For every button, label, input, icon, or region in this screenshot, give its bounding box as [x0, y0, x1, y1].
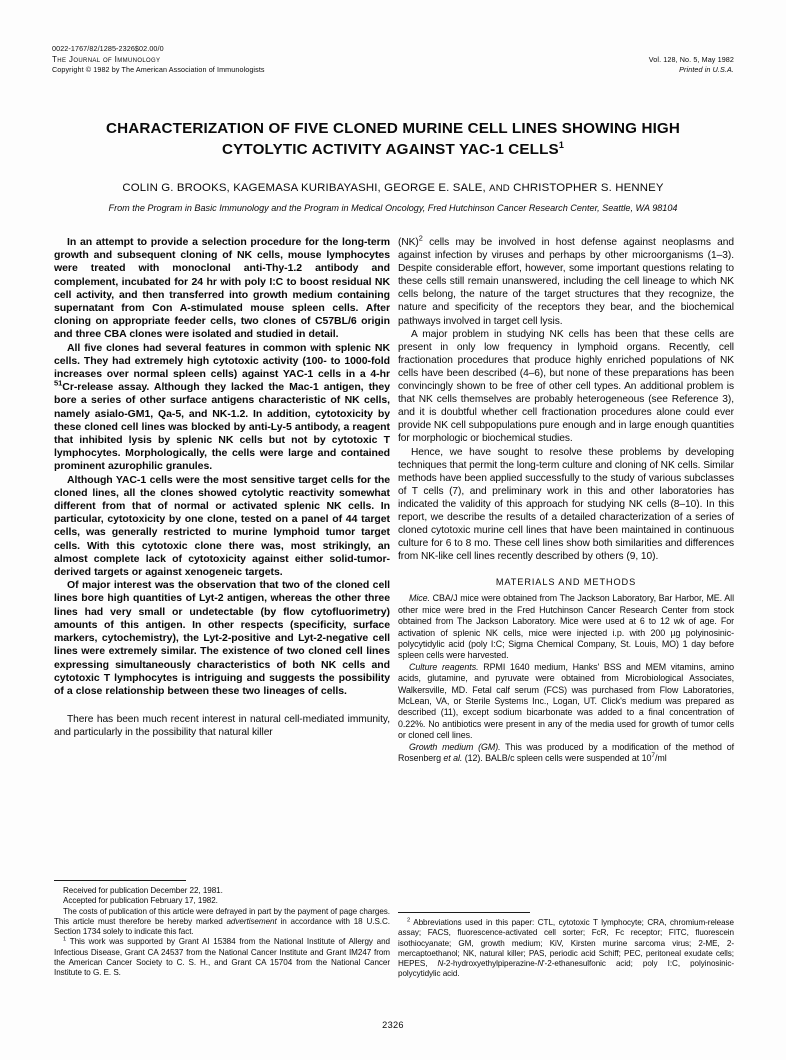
- intro-paragraph-continued: [398, 233, 734, 328]
- grant-footnote-text: This work was supported by Grant AI 15384 from the National Institute of Allergy and Infectious Disease, Grant CA 24537 from the National Cancer Institute and Grant IM247 from the American Cancer Society to C. S. H., and Grant CA 15704 from the National Cancer Institute to G. E. S.: [54, 937, 390, 978]
- masthead-right: [649, 44, 734, 76]
- article-title-line-1: CHARACTERIZATION OF FIVE CLONED MURINE CELL LINES SHOWING HIGH: [105, 120, 681, 137]
- page-title: [58, 118, 728, 160]
- nk-footnote-marker: 2: [418, 233, 423, 243]
- intro-paragraph-3: Hence, we have sought to resolve these problems by developing techniques that permit the long-term culture and cloning of NK cells. Similar methods have been applied successfully to the study of various subclasses of T cells (7), and preliminary work in this and other laboratories has indicated the validity of this approach for studying NK cells (8–10). In this report, we describe the results of a detailed characterization of a series of cloned cytotoxic murine cell lines that have been maintained in continuous culture for 6 to 8 mo. These cell lines show both similarities and differences from NK-like cell lines recently described by others (9, 10).: [398, 446, 734, 563]
- right-column: [398, 233, 734, 764]
- masthead-left: [52, 44, 265, 76]
- footnote-page-charges: [54, 907, 390, 938]
- left-footnotes: [54, 880, 390, 979]
- title-block: [58, 118, 728, 160]
- journal-name: The Journal of Immunology: [52, 54, 161, 64]
- abstract-paragraph: Although YAC-1 cells were the most sensitive target cells for the cloned lines, all the clones showed cytolytic reactivity somewhat different from that of normal or activated splenic NK cells. In particular, cytotoxicity by one clone, tested on a panel of 44 target cells, was generally restricted to murine lymphoid tumor target cells. With this cytotoxic clone there was, most strikingly, an almost complete lack of cytotoxicity against either solid-tumor-derived targets or against xenogeneic targets.: [54, 473, 390, 579]
- abbrev-text-3: '-2-ethanesulfonic acid; poly I:C, polyinosinic-polycytidylic acid.: [398, 959, 734, 979]
- methods-term: Growth medium (GM).: [409, 741, 501, 752]
- abstract-paragraph: Of major interest was the observation that two of the cloned cell lines bore high quantities of Lyt-2 antigen, whereas the other three lines had very small or undetectable (by flow cytofluorimetry) amounts of this antigen. In other respects (specificity, surface markers, cytochemistry), the Lyt-2-positive and Lyt-2-negative cell lines were extremely similar. The existence of two cloned cell lines expressing simultaneously characteristics of both NK cells and cytotoxic T lymphocytes is intriguing and suggests the possibility of a close relationship between these two lineages of cells.: [54, 579, 390, 697]
- abbrev-text-1: Abbreviations used in this paper: CTL, cytotoxic T lymphocyte; CRA, chromium-release assay; FACS, fluorescence-activated cell sorter; FcR, Fc receptor; FITC, fluorescein isothiocyanate; GM, growth medium; KiV, Kirsten murine sarcoma virus; 2-ME, 2-mercaptoethanol; NK, natural killer; PAS, periodic acid Schiff; PEC, peritoneal exudate cells; HEPES,: [398, 918, 734, 969]
- masthead: [52, 44, 734, 76]
- column-spacer: [54, 698, 390, 713]
- authors-conjunction: AND: [489, 183, 510, 194]
- methods-body: CBA/J mice were obtained from The Jackson Laboratory, Bar Harbor, ME. All other mice were bred in the Fred Hutchinson Cancer Research Center from stock obtained from The Jackson Laboratory. Mice were used at 6 to 12 wk of age. For activation of splenic NK cells, mice were injected i.p. with 200 µg polyinosinic-polycytidylic acid (poly I:C; Sigma Chemical Company, St. Louis, MO) 1 day before spleen cells were harvested.: [398, 593, 734, 661]
- authors-last: CHRISTOPHER S. HENNEY: [509, 182, 664, 194]
- introduction-right: [398, 233, 734, 563]
- footnote-rule: [398, 912, 530, 913]
- footnote-received: Received for publication December 22, 1981.: [63, 886, 223, 895]
- abbrev-italic-n2: N: [537, 959, 544, 969]
- grant-footnote-marker: 1: [63, 936, 67, 943]
- methods-body: RPMI 1640 medium, Hanks' BSS and MEM vitamins, amino acids, glutamine, and pyruvate were obtained from Microbiological Associates, Walkersville, MD. Fetal calf serum (FCS) was purchased from Flow Laboratories, McLean, VA, or Sterile Systems Inc., Logan, UT. Click's medium was prepared as described (11), except sodium bicarbonate was added to a final concentration of 0.22%. No antibiotics were present in any of the media used for growth of tumor cells or cloned cell lines.: [398, 661, 734, 741]
- affiliation: From the Program in Basic Immunology and the Program in Medical Oncology, Fred Hutchinson Cancer Research Center, Seattle, WA 98104: [108, 203, 678, 213]
- introduction-left: [54, 713, 390, 739]
- issn-line: 0022-1767/82/1285-2326$02.00/0: [52, 44, 164, 53]
- footnote-accepted: Accepted for publication February 17, 1982.: [63, 896, 218, 906]
- left-column: [54, 236, 390, 739]
- intro-text-tail: cells may be involved in host defense against neoplasms and against infection by viruses and perhaps by other microorganisms (1–3). Despite considerable effort, however, some important questions relating to these cells still remain unanswered, including the cell lineage to which NK cells belong, the nature of the target structures that they recognize, the nature and specificity of the receptors they bear, and the biochemical pathways involved in target cell lysis.: [398, 237, 734, 327]
- page-number: 2326: [382, 1020, 404, 1030]
- abstract-paragraph: In an attempt to provide a selection procedure for the long-term growth and subsequent cloning of NK cells, mouse lymphocytes were treated with monoclonal anti-Thy-1.2 antibody and complement, incubated for 24 hr with poly I:C to boost residual NK cell activity, and then transferred into growth medium containing supernatant from Con A-stimulated mouse spleen cells. After cloning on appropriate feeder cells, two clones of C57BL/6 origin and three CBA clones were isolated and studied in detail.: [54, 236, 390, 341]
- abbrev-text-2: -2-hydroxyethylpiperazine-: [443, 959, 538, 969]
- methods-entry: [398, 593, 734, 661]
- abbrev-italic-n1: N: [437, 959, 444, 969]
- page-charges-pre: The costs of publication of this article were defrayed in part by the payment of page charges. This article must therefore be hereby marked: [54, 906, 390, 926]
- abbrev-footnote-marker: 2: [407, 917, 411, 924]
- methods-term: Culture reagents.: [409, 661, 479, 672]
- methods-term: Mice.: [409, 593, 430, 604]
- intro-paragraph-start: There has been much recent interest in natural cell-mediated immunity, and particularly in the possibility that natural killer: [54, 714, 390, 739]
- methods-body: This was produced by a modification of the method of Rosenberg et al. (12). BALB/c spleen cells were suspended at $10^7/ml$: [398, 741, 734, 764]
- methods-entry: [398, 662, 734, 742]
- page-charges-emphasis: advertisement: [226, 916, 277, 926]
- footnote-rule: [54, 880, 186, 881]
- methods-entry: [398, 742, 734, 765]
- right-footnotes: [398, 912, 734, 980]
- title-footnote-marker: 1: [558, 139, 564, 150]
- article-title-line-2: CYTOLYTIC ACTIVITY AGAINST YAC-1 CELLS: [222, 141, 559, 158]
- section-heading: MATERIALS AND METHODS: [495, 577, 637, 588]
- footnote-grant: [54, 937, 390, 978]
- volume-line: Vol. 128, No. 5, May 1982: [648, 54, 734, 64]
- authors-primary: COLIN G. BROOKS, KAGEMASA KURIBAYASHI, GEORGE E. SALE,: [122, 182, 490, 194]
- intro-paragraph-2: A major problem in studying NK cells has been that these cells are present in only low frequency in lymphoid organs. Recently, cell fractionation procedures that produce highly enriched populations of NK cells have been described (4–6), but none of these preparations has been convincingly shown to be free of other cell types. An additional problem is that NK cells themselves are probably heterogeneous (see Reference 3), and it is doubtful whether cell fractionation procedures alone could ever provide NK cell subpopulations pure enough and in large enough quantities for morphologic or biochemical studies.: [398, 328, 734, 445]
- nk-abbrev: (NK): [398, 237, 419, 248]
- footnote-abbreviations: [398, 918, 734, 980]
- author-list: [42, 181, 744, 196]
- materials-and-methods-section: [398, 577, 734, 764]
- abstract-paragraph: All five clones had several features in common with splenic NK cells. They had extremely high cytotoxic activity (100- to 1000-fold increases over normal spleen cells) against YAC-1 cells in a 4-hr $^{51}$Cr-release assay. Although they lacked the Mac-1 antigen, they bore a series of other surface antigens characteristic of NK cells, namely asialo-GM1, Qa-5, and NK-1.2. In addition, cytotoxicity by these cloned cell lines was blocked by anti-Ly-5 antibody, a reagent that inhibited lysis by splenic NK cells but not by cytotoxic T lymphocytes. Morphologically, the cells were large and contained prominent azurophilic granules.: [54, 341, 390, 473]
- printed-in-line: Printed in U.S.A.: [679, 65, 734, 74]
- page-charges-post: in accordance with 18 U.S.C. Section 1734 solely to indicate this fact.: [54, 916, 391, 937]
- copyright-line: Copyright © 1982 by The American Association of Immunologists: [52, 65, 265, 74]
- abstract: [54, 236, 390, 698]
